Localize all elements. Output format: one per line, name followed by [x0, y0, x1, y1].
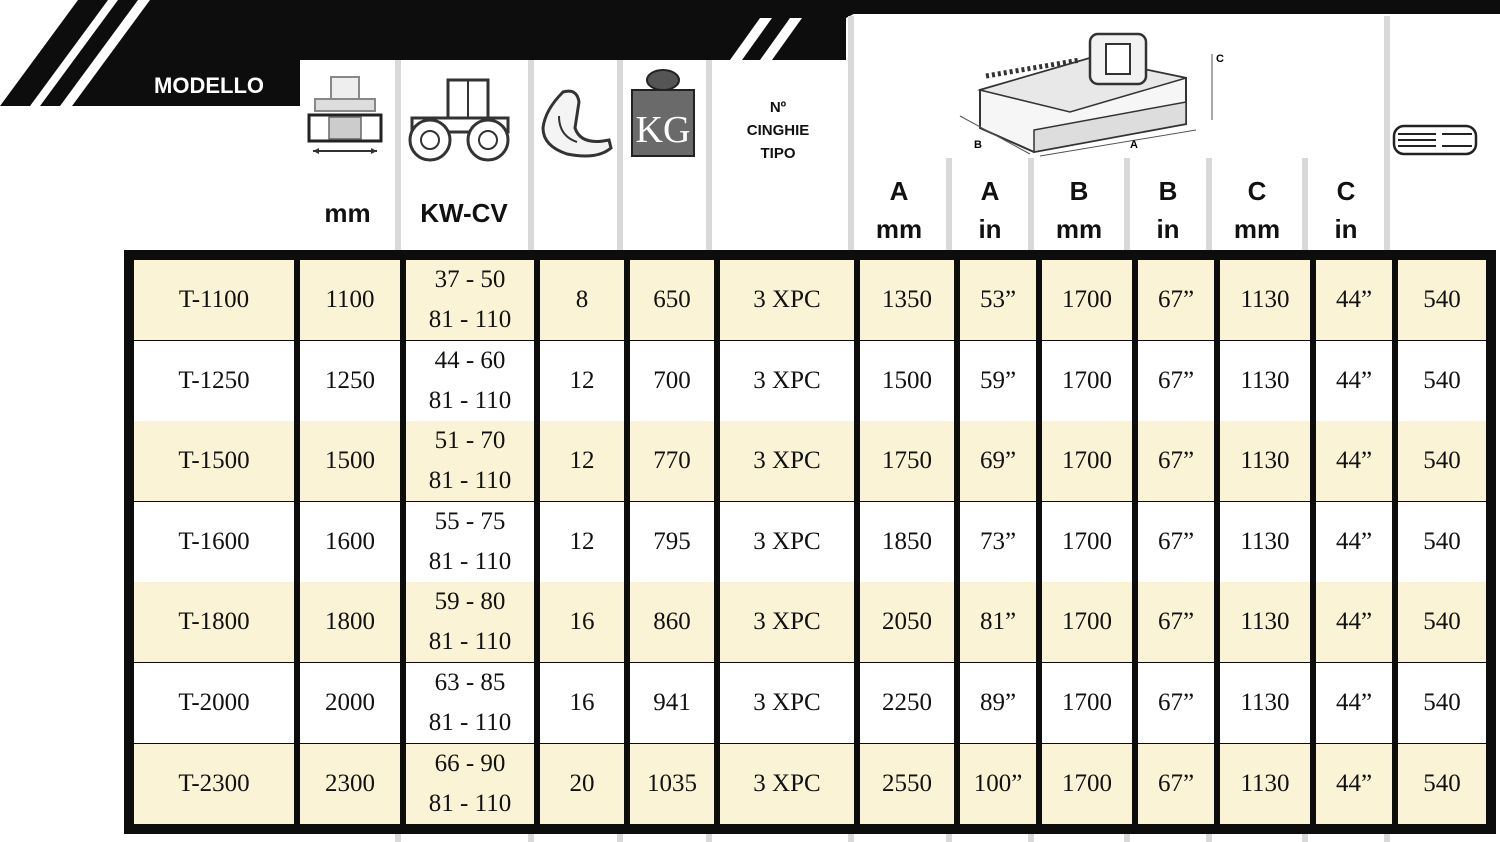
power-kw: 66 - 90 [434, 749, 506, 777]
c-in-cell: 44” [1316, 663, 1392, 743]
weight-icon-label: KG [635, 109, 691, 151]
a-in-cell: 73” [960, 502, 1036, 582]
dim-a-label: A [1130, 139, 1138, 151]
weight-cell: 770 [630, 421, 714, 501]
power-cv: 81 - 110 [428, 789, 512, 817]
spec-table [124, 250, 1496, 834]
b-mm-cell: 1700 [1042, 744, 1132, 824]
a-mm-cell: 1750 [860, 421, 954, 501]
power-cell [406, 341, 534, 421]
c-mm-cell: 1130 [1220, 421, 1310, 501]
pto-cell: 540 [1398, 341, 1486, 421]
a-in-cell: 53” [960, 260, 1036, 340]
pto-shaft-icon [1392, 122, 1478, 163]
weight-cell: 650 [630, 260, 714, 340]
c-in-cell: 44” [1316, 744, 1392, 824]
tractor-icon [404, 76, 516, 167]
width-cell: 1800 [300, 582, 400, 662]
model-cell: T-1500 [134, 421, 294, 501]
b-in-cell: 67” [1138, 502, 1214, 582]
b-in-cell: 67” [1138, 260, 1214, 340]
pto-cell: 540 [1398, 582, 1486, 662]
width-cell: 1500 [300, 421, 400, 501]
power-kw: 63 - 85 [434, 669, 506, 696]
belts-header: Nº CINGHIE TIPO [746, 99, 810, 162]
a-mm-cell: 2550 [860, 744, 954, 824]
power-kw: 44 - 60 [434, 346, 506, 374]
b-mm-cell: 1700 [1042, 582, 1132, 662]
pto-cell: 540 [1398, 744, 1486, 824]
power-kw: 59 - 80 [434, 588, 506, 616]
c-mm-cell: 1130 [1220, 663, 1310, 743]
c-mm-cell: 1130 [1220, 341, 1310, 421]
width-cell: 2300 [300, 744, 400, 824]
width-cell: 1250 [300, 341, 400, 421]
belts-cell: 3 XPC [720, 341, 854, 421]
pto-cell: 540 [1398, 502, 1486, 582]
width-cell: 2000 [300, 663, 400, 743]
weight-cell: 1035 [630, 744, 714, 824]
c-mm-cell: 1130 [1220, 502, 1310, 582]
dim-b-label: B [974, 139, 982, 151]
power-cell [406, 582, 534, 662]
power-cell [406, 502, 534, 582]
b-mm-cell: 1700 [1042, 663, 1132, 743]
b-in-cell: 67” [1138, 582, 1214, 662]
dim-header-a-mm: A mm [875, 176, 923, 244]
c-in-cell: 44” [1316, 582, 1392, 662]
pto-cell: 540 [1398, 663, 1486, 743]
model-cell: T-1100 [134, 260, 294, 340]
a-in-cell: 100” [960, 744, 1036, 824]
c-in-cell: 44” [1316, 341, 1392, 421]
blades-cell: 12 [540, 502, 624, 582]
power-kw: 51 - 70 [434, 427, 506, 455]
width-unit-label: mm [324, 198, 371, 228]
model-cell: T-1800 [134, 582, 294, 662]
power-unit-label: KW-CV [420, 198, 508, 228]
b-mm-cell: 1700 [1042, 341, 1132, 421]
weight-icon [628, 68, 698, 165]
a-in-cell: 69” [960, 421, 1036, 501]
model-cell: T-1600 [134, 502, 294, 582]
weight-cell: 941 [630, 663, 714, 743]
b-in-cell: 67” [1138, 421, 1214, 501]
pto-cell: 540 [1398, 260, 1486, 340]
modello-label: MODELLO [154, 73, 264, 98]
blade-icon [537, 88, 615, 168]
a-in-cell: 59” [960, 341, 1036, 421]
width-cell: 1600 [300, 502, 400, 582]
power-cv: 81 - 110 [428, 547, 512, 575]
mulcher-diagram-icon [950, 20, 1230, 165]
b-in-cell: 67” [1138, 744, 1214, 824]
dim-header-a-in: A in [978, 176, 1002, 244]
dim-header-b-in: B in [1156, 176, 1180, 244]
belts-cell: 3 XPC [720, 744, 854, 824]
c-mm-cell: 1130 [1220, 582, 1310, 662]
b-in-cell: 67” [1138, 663, 1214, 743]
dim-header-c-in: C in [1334, 176, 1358, 244]
a-mm-cell: 2250 [860, 663, 954, 743]
power-cv: 81 - 110 [428, 386, 512, 414]
blades-cell: 12 [540, 341, 624, 421]
a-mm-cell: 1500 [860, 341, 954, 421]
table-row [134, 744, 1486, 824]
power-kw: 55 - 75 [434, 507, 506, 535]
weight-cell: 700 [630, 341, 714, 421]
model-cell: T-2300 [134, 744, 294, 824]
dim-header-c-mm: C mm [1233, 176, 1281, 244]
dim-c-label: C [1216, 53, 1224, 65]
blades-cell: 12 [540, 421, 624, 501]
blades-cell: 16 [540, 663, 624, 743]
table-row [134, 582, 1486, 662]
power-cv: 81 - 110 [428, 467, 512, 495]
power-cell [406, 744, 534, 824]
c-in-cell: 44” [1316, 260, 1392, 340]
power-cell [406, 421, 534, 501]
table-row [134, 502, 1486, 582]
b-in-cell: 67” [1138, 341, 1214, 421]
c-in-cell: 44” [1316, 421, 1392, 501]
b-mm-cell: 1700 [1042, 502, 1132, 582]
model-cell: T-2000 [134, 663, 294, 743]
power-cv: 81 - 110 [428, 306, 512, 333]
table-row [134, 663, 1486, 743]
a-mm-cell: 1350 [860, 260, 954, 340]
table-row [134, 260, 1486, 340]
belts-cell: 3 XPC [720, 582, 854, 662]
table-row [134, 341, 1486, 421]
b-mm-cell: 1700 [1042, 260, 1132, 340]
a-mm-cell: 1850 [860, 502, 954, 582]
a-in-cell: 89” [960, 663, 1036, 743]
blades-cell: 20 [540, 744, 624, 824]
belts-cell: 3 XPC [720, 421, 854, 501]
table-row [134, 421, 1486, 501]
power-cv: 81 - 110 [428, 709, 512, 736]
belts-cell: 3 XPC [720, 260, 854, 340]
a-in-cell: 81” [960, 582, 1036, 662]
width-cell: 1100 [300, 260, 400, 340]
power-kw: 37 - 50 [434, 266, 506, 293]
power-cv: 81 - 110 [428, 628, 512, 656]
b-mm-cell: 1700 [1042, 421, 1132, 501]
c-mm-cell: 1130 [1220, 260, 1310, 340]
power-cell [406, 260, 534, 340]
power-cell [406, 663, 534, 743]
working-width-icon [305, 75, 385, 165]
belts-cell: 3 XPC [720, 502, 854, 582]
dim-header-b-mm: B mm [1055, 176, 1103, 244]
c-mm-cell: 1130 [1220, 744, 1310, 824]
model-cell: T-1250 [134, 341, 294, 421]
weight-cell: 860 [630, 582, 714, 662]
c-in-cell: 44” [1316, 502, 1392, 582]
blades-cell: 16 [540, 582, 624, 662]
weight-cell: 795 [630, 502, 714, 582]
blades-cell: 8 [540, 260, 624, 340]
belts-cell: 3 XPC [720, 663, 854, 743]
a-mm-cell: 2050 [860, 582, 954, 662]
pto-cell: 540 [1398, 421, 1486, 501]
